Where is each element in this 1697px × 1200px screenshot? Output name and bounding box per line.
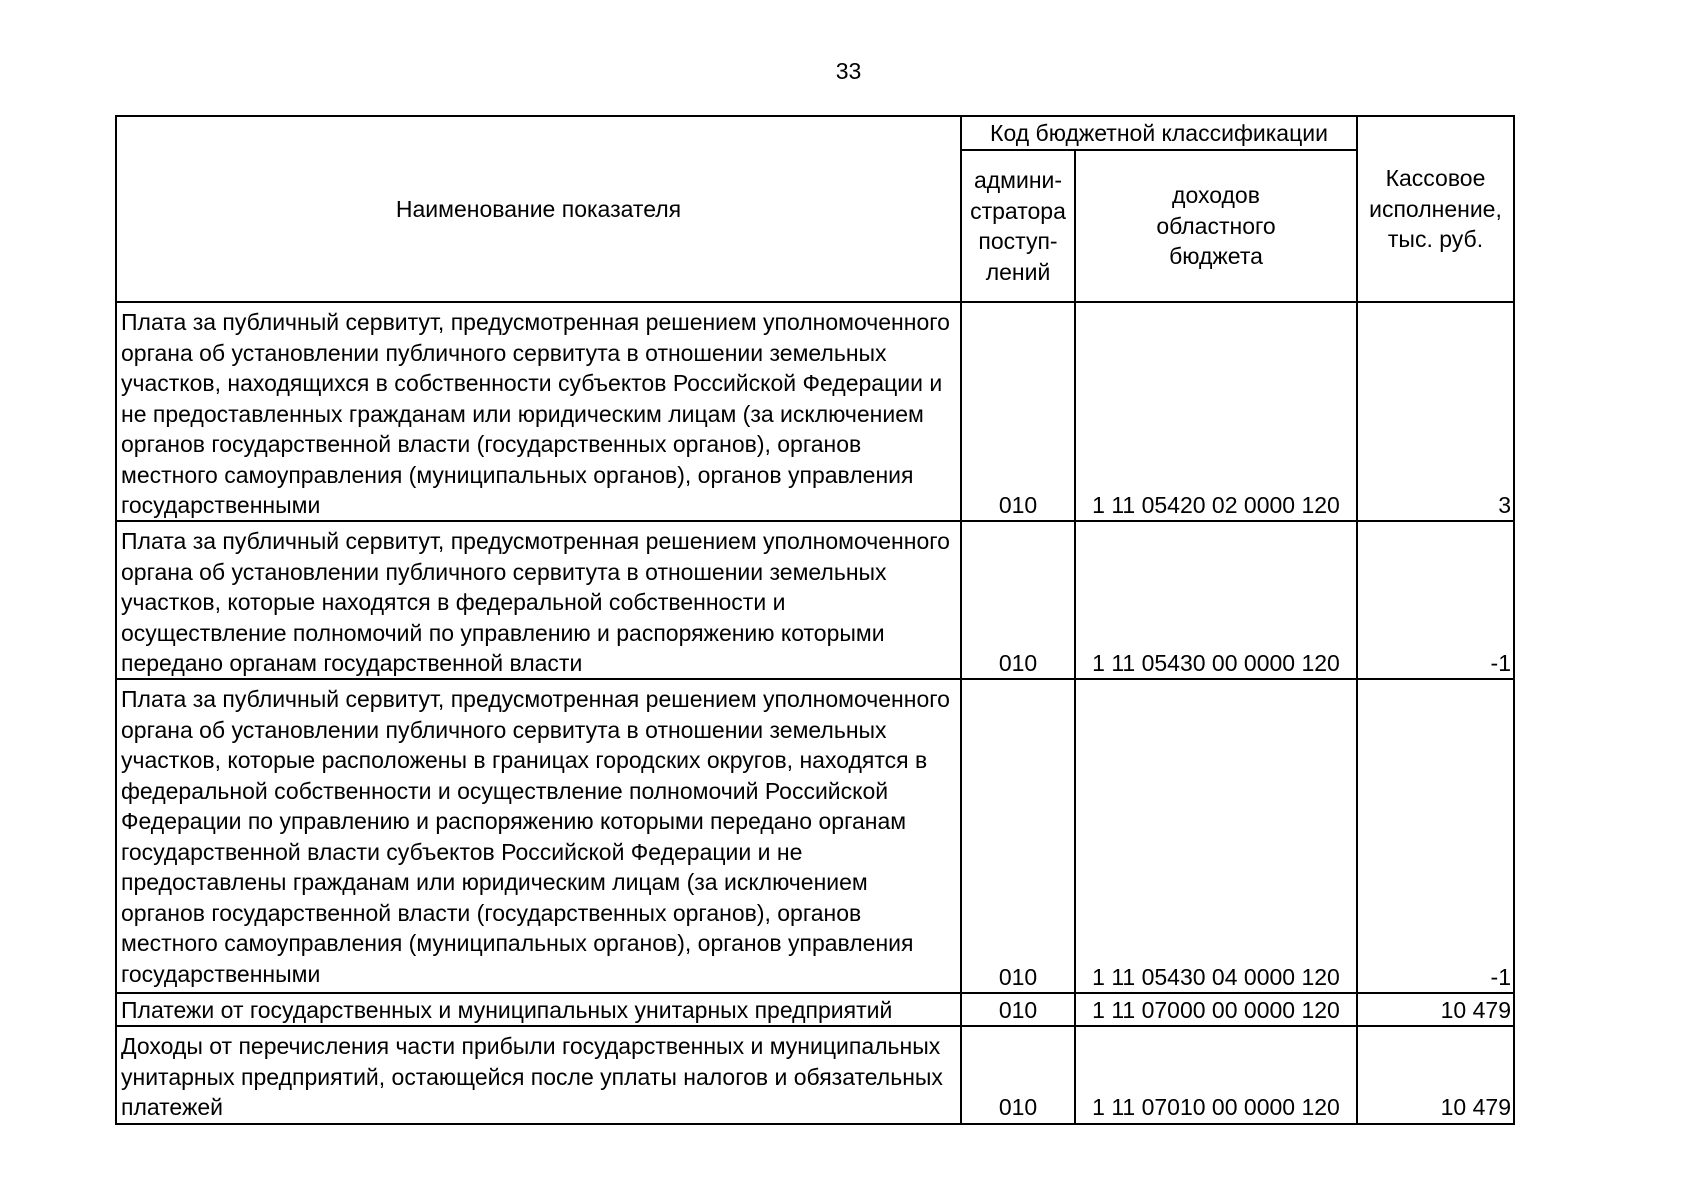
row-name: Платежи от государственных и муниципальных унитарных предприятий bbox=[121, 996, 893, 1023]
header-code-group: Код бюджетной классификации bbox=[961, 116, 1357, 150]
row-admin: 010 bbox=[961, 302, 1075, 521]
header-name: Наименование показателя bbox=[116, 116, 961, 302]
row-cash: 3 bbox=[1357, 302, 1514, 521]
row-code: 1 11 07000 00 0000 120 bbox=[1075, 993, 1357, 1026]
header-income bbox=[1075, 150, 1357, 302]
row-name-cell bbox=[116, 1026, 961, 1124]
table-row bbox=[116, 521, 1514, 679]
row-name-cell bbox=[116, 679, 961, 993]
row-cash: 10 479 bbox=[1357, 1026, 1514, 1124]
header-income-text: доходов областного бюджета bbox=[1156, 182, 1276, 270]
row-name-cell bbox=[116, 993, 961, 1026]
row-name: Плата за публичный сервитут, предусмотренная решением уполномоченного органа об установлении публичного сервитута в отношении земельных участков, находящихся в собственности субъектов Российской Федерации и не предоставленных гражданам или юридическим лицам (за исключением органов государственной власти (государственных органов), органов местного самоуправления (муниципальных органов), органов управления государственными bbox=[121, 309, 950, 518]
row-name-cell bbox=[116, 302, 961, 521]
row-name: Плата за публичный сервитут, предусмотренная решением уполномоченного органа об установлении публичного сервитута в отношении земельных участков, которые расположены в границах городских округов, находятся в федеральной собственности и осуществление полномочий Российской Федерации по управлению и распоряжению которыми передано органам государственной власти субъектов Российской Федерации и не предоставлены гражданам или юридическим лицам (за исключением органов государственной власти (государственных органов), органов местного самоуправления (муниципальных органов), органов управления государственными bbox=[121, 686, 950, 987]
row-admin: 010 bbox=[961, 993, 1075, 1026]
table-row bbox=[116, 302, 1514, 521]
row-code: 1 11 05420 02 0000 120 bbox=[1075, 302, 1357, 521]
row-code: 1 11 05430 04 0000 120 bbox=[1075, 679, 1357, 993]
row-cash: 10 479 bbox=[1357, 993, 1514, 1026]
row-admin: 010 bbox=[961, 1026, 1075, 1124]
row-admin: 010 bbox=[961, 679, 1075, 993]
row-name: Плата за публичный сервитут, предусмотренная решением уполномоченного органа об установлении публичного сервитута в отношении земельных участков, которые находятся в федеральной собственности и осуществление полномочий по управлению и распоряжению которыми передано органам государственной власти bbox=[121, 528, 950, 676]
row-code: 1 11 05430 00 0000 120 bbox=[1075, 521, 1357, 679]
table-row bbox=[116, 679, 1514, 993]
row-code: 1 11 07010 00 0000 120 bbox=[1075, 1026, 1357, 1124]
header-cash bbox=[1357, 116, 1514, 302]
header-cash-text: Кассовое исполнение, тыс. руб. bbox=[1369, 165, 1502, 253]
row-cash: -1 bbox=[1357, 679, 1514, 993]
row-cash: -1 bbox=[1357, 521, 1514, 679]
header-admin bbox=[961, 150, 1075, 302]
budget-table bbox=[115, 115, 1515, 1125]
page-number: 33 bbox=[835, 58, 862, 84]
row-name: Доходы от перечисления части прибыли государственных и муниципальных унитарных предприятий, остающейся после уплаты налогов и обязательных платежей bbox=[121, 1033, 943, 1120]
row-name-cell bbox=[116, 521, 961, 679]
table-row bbox=[116, 1026, 1514, 1124]
row-admin: 010 bbox=[961, 521, 1075, 679]
table-row bbox=[116, 993, 1514, 1026]
header-admin-text: админи- стратора поступ- лений bbox=[970, 167, 1066, 285]
